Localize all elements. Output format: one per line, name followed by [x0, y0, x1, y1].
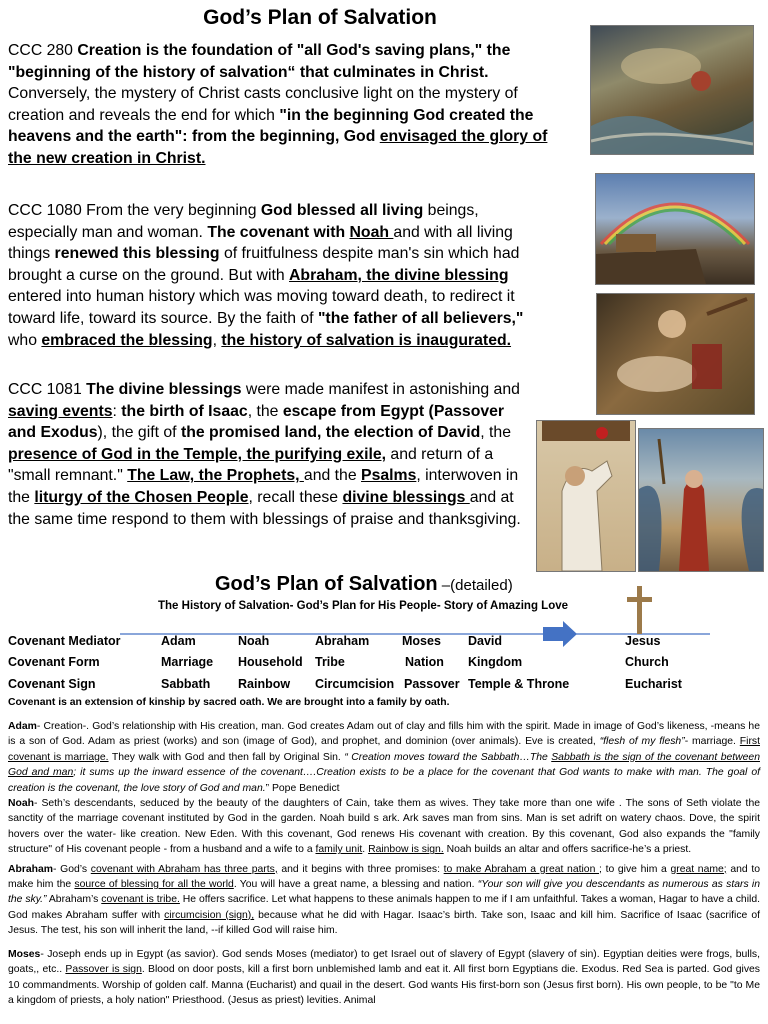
- passover-doorpost-painting: [536, 420, 636, 572]
- covenant-form-label: Covenant Form: [8, 655, 100, 669]
- covenant-details: [8, 719, 760, 1012]
- sacrifice-of-isaac-painting: [596, 293, 755, 415]
- table-cell: Adam: [161, 634, 196, 648]
- noah-paragraph: Noah- Seth’s descendants, seduced by the beauty of the daughters of Cain, take them as wives. They take more than one wife . The sons of Seth violate the sanctity of the marriage covenant instituted by God in the garden. Noah build s ark. Ark saves man from sins. Man is set adrift on watery chaos. Dove, the spirit hovers over the water- like creation. New Eden. With this covenant, God renews His covenant with creation. By this covenant, God also expands the "family structure" of His covenant people - from a husband and a wife to a family unit. Rainbow is sign. Noah builds an altar and offers sacrifice-he’s a priest.: [8, 798, 760, 856]
- kinship-note: Covenant is an extension of kinship by sacred oath. We are brought into a family by oath.: [8, 697, 450, 708]
- covenant-sign-label: Covenant Sign: [8, 677, 96, 691]
- covenant-table: [0, 634, 768, 694]
- table-cell: Eucharist: [625, 677, 682, 691]
- table-cell: Marriage: [161, 655, 214, 669]
- abraham-paragraph: Abraham- God’s covenant with Abraham has three parts, and it begins with three promises: to make Abraham a great nation ; to give him a great name; and to make him the source of blessing for all the world. You will have a great name, a blessing and nation. “Your son will give you descendants as numerous as stars in the sky.” Abraham’s covenant is tribe. He offers sacrifice. Let what happens to these animals happen to me if I am unfaithful. Takes a woman, Hagar to have a child. God makes Abraham suffer with circumcision (sign), because what he did with Hagar. Isaac’s birth. Take son, Isaac and kill him. Sacrifice of Isaac (sacrifice of Jesus. The test, his son will inherit the land, --if killed God will raise him.: [8, 863, 761, 937]
- table-cell: Nation: [405, 655, 444, 669]
- cross-icon: [627, 586, 652, 634]
- ccc-1080-paragraph: CCC 1080 From the very beginning God blessed all living beings, especially man and woman. The covenant with Noah and with all living things renewed this blessing of fruitfulness despite man's sin which had brought a curse on the ground. But with Abraham, the divine blessing entered into human history which was moving toward death, to redirect it toward life, toward its source. By the faith of "the father of all believers," who embraced the blessing, the history of salvation is inaugurated.: [8, 202, 524, 349]
- adam-paragraph: Adam- Creation-. God’s relationship with His creation, man. God creates Adam out of clay and fills him with the spirit. Made in image of God’s likeness, -means he is a son of God. Adam as priest (works) and son (image of God), and prophet, and dominion (over animals). Eve is created, “flesh of my flesh”- marriage. First covenant is marriage. They walk with God and then fall by Original Sin. “ Creation moves toward the Sabbath…The Sabbath is the sign of the covenant between God and man; it sums up the inward essence of the covenant….Creation exists to be a place for the covenant that God wants to make with man. The goal of creation is the covenant, the love story of God and man.” Pope Benedict: [8, 721, 760, 794]
- table-cell: Rainbow: [238, 677, 291, 691]
- moses-paragraph: Moses- Joseph ends up in Egypt (as savior). God sends Moses (mediator) to get Israel out of slavery of Egypt (slavery of sin). Egyptian deities were frogs, bulls, goats,, etc.. Passover is sign. Blood on door posts, kill a first born unblemished lamb and eat it. All first born Egyptians die. Exodus. Red Sea is parted. God gives 10 commandments. Worship of golden calf. Manna (Eucharist) and quail in the desert. God wants His first-born son (Jesus first born). His own people, to be "to Me a kingdom of priests, a holy nation" Priesthood. (Jesus as priest) levities. Animal: [8, 948, 760, 1006]
- ccc-1081-paragraph: CCC 1081 The divine blessings were made manifest in astonishing and saving events: the birth of Isaac, the escape from Egypt (Passover and Exodus), the gift of the promised land, the election of David, the presence of God in the Temple, the purifying exile, and return of a "small remnant." The Law, the Prophets, and the Psalms, interwoven in the liturgy of the Chosen People, recall these divine blessings and at the same time respond to them with blessings of praise and thanksgiving.: [8, 381, 521, 528]
- table-cell: Kingdom: [468, 655, 523, 669]
- table-cell: Moses: [402, 634, 441, 648]
- moses-red-sea-painting: [638, 428, 764, 572]
- detailed-subtitle: The History of Salvation- God’s Plan for His People- Story of Amazing Love: [158, 600, 569, 612]
- table-cell: Tribe: [315, 655, 345, 669]
- table-cell: Sabbath: [161, 677, 211, 691]
- ccc-280-paragraph: CCC 280 Creation is the foundation of "all God's saving plans," the "beginning of the history of salvation“ that culminates in Christ. Conversely, the mystery of Christ casts conclusive light on the mystery of creation and reveals the end for which "in the beginning God created the heavens and the earth": from the beginning, God envisaged the glory of the new creation in Christ.: [8, 42, 548, 167]
- noah-ark-rainbow-painting: [595, 173, 755, 285]
- table-cell: Abraham: [315, 634, 370, 648]
- table-cell: Passover: [404, 677, 460, 691]
- table-cell: Noah: [238, 634, 270, 648]
- page-title: God’s Plan of Salvation: [203, 6, 437, 29]
- table-cell: Church: [625, 655, 669, 669]
- detailed-title: God’s Plan of Salvation –(detailed): [215, 573, 513, 595]
- covenant-mediator-label: Covenant Mediator: [8, 634, 121, 648]
- table-cell: David: [468, 634, 503, 648]
- table-cell: Circumcision: [315, 677, 395, 691]
- table-cell: Temple & Throne: [468, 677, 570, 691]
- table-cell: Jesus: [625, 634, 661, 648]
- table-cell: Household: [238, 655, 303, 669]
- creation-painting: [590, 25, 754, 155]
